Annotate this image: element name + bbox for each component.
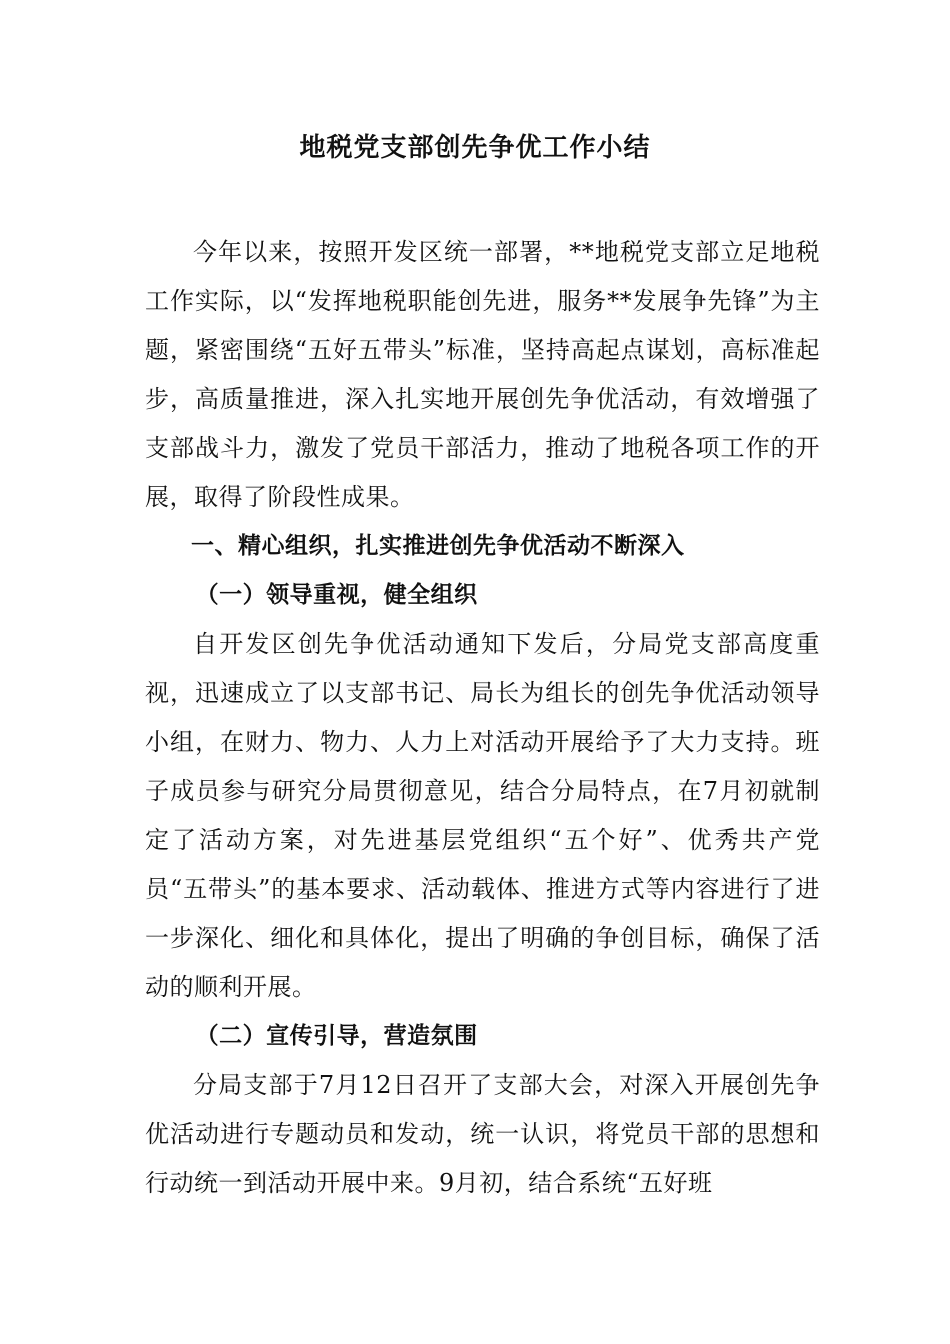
section-heading-1: 一、精心组织，扎实推进创先争优活动不断深入 bbox=[191, 533, 685, 559]
intro-paragraph: 今年以来，按照开发区统一部署，**地税党支部立足地税工作实际，以“发挥地税职能创先进，服务**发展争先锋”为主题，紧密围绕“五好五带头”标准，坚持高起点谋划，高标准起步，高质量推进，深入扎实地开展创先争优活动，有效增强了支部战斗力，激发了党员干部活力，推动了地税各项工作的开展，取得了阶段性成果。 bbox=[145, 238, 820, 511]
subsection-paragraph-1: 自开发区创先争优活动通知下发后，分局党支部高度重视，迅速成立了以支部书记、局长为组长的创先争优活动领导小组，在财力、物力、人力上对活动开展给予了大力支持。班子成员参与研究分局贯彻意见，结合分局特点，在7月初就制定了活动方案，对先进基层党组织“五个好”、优秀共产党员“五带头”的基本要求、活动载体、推进方式等内容进行了进一步深化、细化和具体化，提出了明确的争创目标，确保了活动的顺利开展。 bbox=[145, 630, 820, 1001]
subsection-heading-2: （二）宣传引导，营造氛围 bbox=[195, 1023, 478, 1049]
document-body bbox=[145, 228, 820, 1208]
document-title: 地税党支部创先争优工作小结 bbox=[299, 133, 651, 163]
subsection-heading-1: （一）领导重视，健全组织 bbox=[195, 582, 478, 608]
subsection-paragraph-2: 分局支部于7月12日召开了支部大会，对深入开展创先争优活动进行专题动员和发动，统一认识，将党员干部的思想和行动统一到活动开展中来。9月初，结合系统“五好班 bbox=[145, 1071, 820, 1197]
